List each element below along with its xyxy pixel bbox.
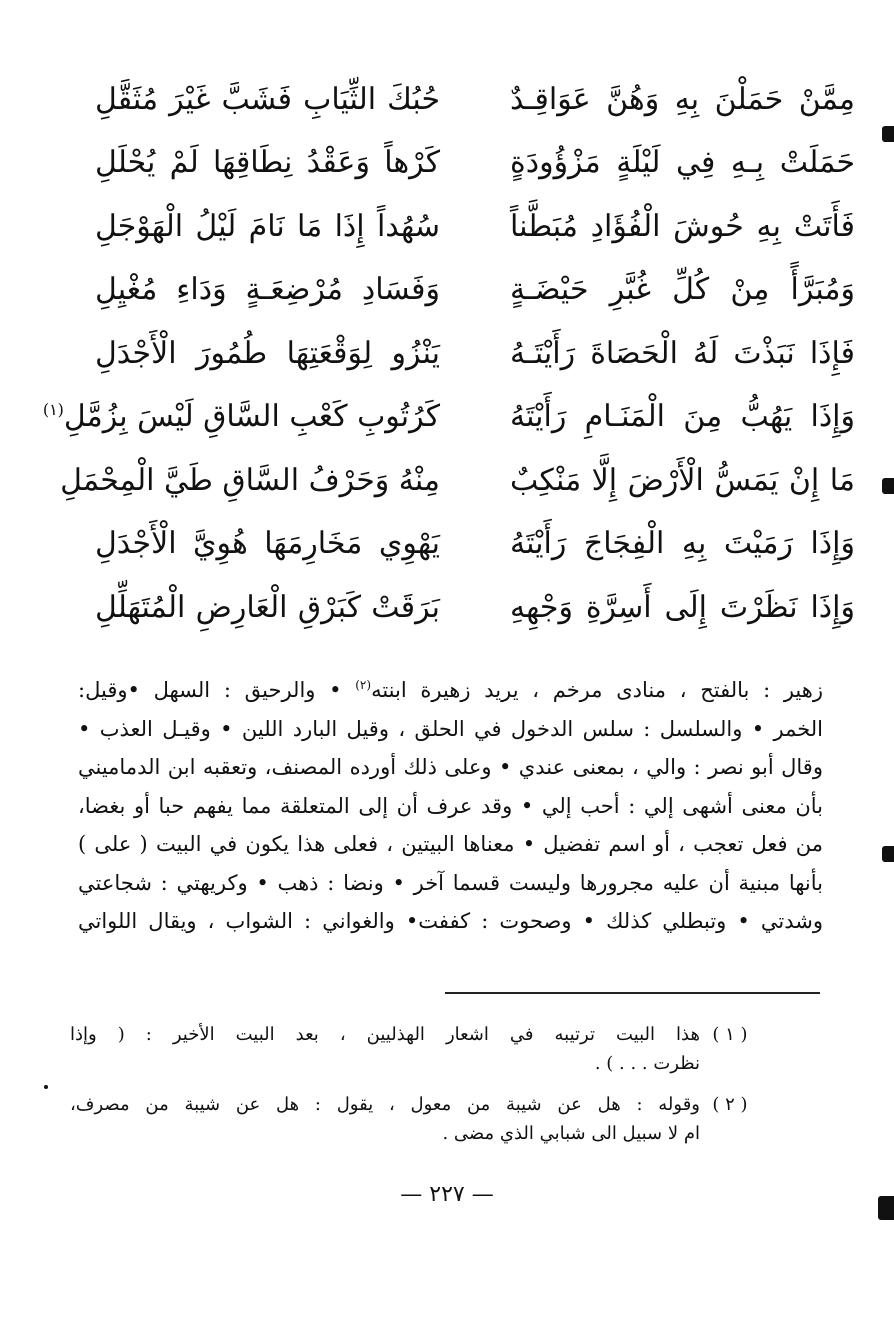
footnote-body (70, 1090, 700, 1148)
footnote-marker: (١) (42, 400, 64, 420)
commentary-text: الخمر • والسلسل : سلس الدخول في الحلق ، وقيل البارد اللين • وقيـل العذب • (78, 716, 823, 741)
footnote-body (70, 1020, 700, 1078)
poem-verses (42, 68, 855, 640)
binding-mark (878, 1196, 894, 1220)
verse-line (95, 513, 855, 577)
footnote-number: ( ١ ) (712, 1024, 748, 1045)
verse-second-hemistich (95, 272, 440, 308)
commentary-text: من فعل تعجب ، أو اسم تفضيل • معناها البيتين ، فعلى هذا يكون في البيت ( على ) (78, 832, 823, 856)
binding-mark (882, 478, 894, 494)
commentary-line (78, 666, 823, 710)
verse-second-hemistich-text: حُبُكَ الثِّيَابِ فَشَبَّ غَيْرَ مُثَقَّلِ (95, 81, 440, 117)
verse-second-hemistich-text: وَفَسَادِ مُرْضِعَـةٍ وَدَاءِ مُغْيِلِ (95, 272, 440, 308)
footnote (70, 1020, 760, 1078)
verse-first-hemistich: وَإِذَا نَظَرْتَ إِلَى أَسِرَّةِ وَجْهِهِ (510, 589, 855, 625)
commentary-text: بأنها مبنية أن عليه مجرورها وليست قسما آخر • ونضا : ذهب • وكريهتي : شجاعتي (78, 870, 823, 895)
verse-second-hemistich-text: مِنْهُ وَحَرْفُ السَّاقِ طَيَّ الْمِحْمَلِ (60, 462, 440, 498)
verse-second-hemistich (95, 589, 440, 625)
verse-second-hemistich (42, 399, 440, 435)
binding-mark (882, 846, 894, 862)
verse-second-hemistich-text: بَرَقَتْ كَبَرْقِ الْعَارِضِ الْمُتَهَلِّلِ (95, 589, 440, 625)
verse-second-hemistich (95, 208, 440, 244)
commentary-text: وقال أبو نصر : والي ، بمعنى عندي • وعلى ذلك أورده المصنف، وتعقبه ابن الدماميني (78, 755, 823, 779)
verse-first-hemistich: وَمُبَرَّأً مِنْ كُلِّ غُبَّرِ حَيْضَـةٍ (510, 272, 855, 308)
footnote-number: ( ٢ ) (712, 1094, 748, 1115)
verse-line (42, 386, 855, 450)
page-number: — ٢٢٧ — (400, 1182, 494, 1207)
commentary-line (78, 902, 823, 941)
verse-second-hemistich (60, 462, 440, 498)
verse-line (95, 259, 855, 323)
verse-second-hemistich (95, 81, 440, 117)
verse-first-hemistich: وَإِذَا يَهُبُّ مِنَ الْمَنَـامِ رَأَيْتَهُ (510, 399, 855, 435)
verse-second-hemistich-text: كَرُتُوبِ كَعْبِ السَّاقِ لَيْسَ بِزُمَّلِ (63, 399, 440, 435)
verse-line (95, 68, 855, 132)
footnote-line: نظرت . . . ) . (594, 1053, 700, 1074)
footnote-line: وقوله : هل عن شيبة من معول ، يقول : هل عن شيبة من مصرف، (70, 1094, 700, 1115)
commentary-line (78, 825, 823, 864)
commentary-line (78, 787, 823, 826)
binding-mark (882, 126, 894, 142)
verse-line (60, 449, 855, 513)
verse-second-hemistich-text: كَرْهاً وَعَقْدُ نِطَاقِهَا لَمْ يُحْلَلِ (95, 145, 440, 181)
verse-second-hemistich (95, 145, 440, 181)
verse-line (95, 322, 855, 386)
commentary-line (78, 748, 823, 787)
footnote (70, 1090, 760, 1148)
footnote-marker: (٢) (355, 678, 372, 692)
verse-second-hemistich-text: يَهْوِي مَخَارِمَهَا هُوِيَّ الْأَجْدَلِ (95, 526, 440, 562)
verse-line (95, 132, 855, 196)
ink-dot (44, 1085, 48, 1089)
commentary-text: وشدتي • وتبطلي كذلك • وصحوت : كففت• والغواني : الشواب ، ويقال اللواتي (78, 909, 823, 933)
verse-first-hemistich: مِمَّنْ حَمَلْنَ بِهِ وَهُنَّ عَوَاقِـدٌ (510, 81, 855, 117)
verse-line (95, 195, 855, 259)
verse-second-hemistich (95, 526, 440, 562)
footnote-line: هذا البيت ترتيبه في اشعار الهذليين ، بعد البيت الأخير : ( وإذا (70, 1024, 700, 1045)
commentary-text: بأن معنى أشهى إلي : أحب إلي • وقد عرف أن إلى المتعلقة مما يفهم حبا أو بغضا، (78, 793, 823, 818)
verse-first-hemistich: حَمَلَتْ بِـهِ فِي لَيْلَةٍ مَزْؤُودَةٍ (510, 145, 855, 181)
commentary-paragraph (78, 666, 823, 941)
footnote-line: ام لا سبيل الى شبابي الذي مضى . (442, 1123, 700, 1144)
commentary-text: زهير : بالفتح ، منادى مرخم ، يريد زهيرة ابنته (371, 678, 823, 702)
commentary-line (78, 710, 823, 749)
verse-first-hemistich: فَإِذَا نَبَذْتَ لَهُ الْحَصَاةَ رَأَيْتَـهُ (510, 335, 855, 371)
verse-line (95, 576, 855, 640)
verse-second-hemistich-text: سُهُداً إِذَا مَا نَامَ لَيْلُ الْهَوْجَلِ (95, 208, 440, 244)
footnotes (70, 1020, 760, 1160)
commentary-line (78, 864, 823, 903)
commentary-text: • والرحيق : السهل •وقيل: (78, 678, 356, 702)
verse-first-hemistich: وَإِذَا رَمَيْتَ بِهِ الْفِجَاجَ رَأَيْتَهُ (510, 526, 855, 562)
verse-first-hemistich: مَا إِنْ يَمَسُّ الْأَرْضَ إِلَّا مَنْكِبٌ (510, 462, 855, 498)
verse-second-hemistich (95, 335, 440, 371)
verse-first-hemistich: فَأَتَتْ بِهِ حُوشَ الْفُؤَادِ مُبَطَّناً (510, 208, 855, 244)
footnote-separator (445, 992, 820, 994)
verse-second-hemistich-text: يَنْزُو لِوَقْعَتِهَا طُمُورَ الْأَجْدَلِ (95, 335, 440, 371)
